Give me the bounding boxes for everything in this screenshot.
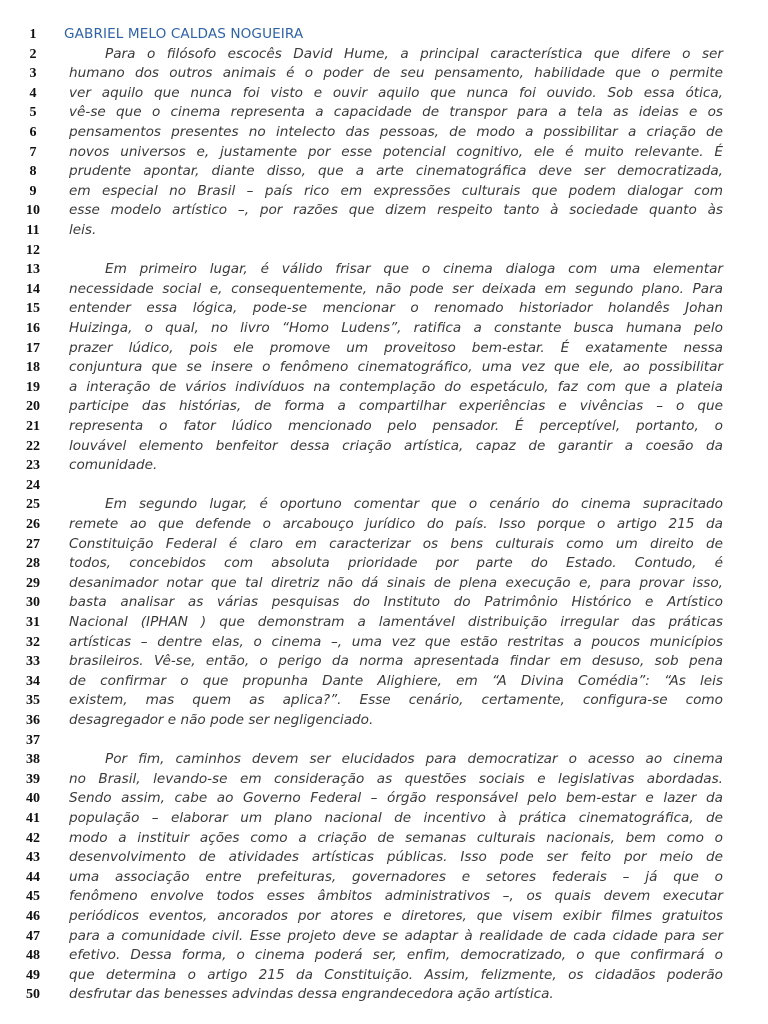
essay-line [0, 848, 768, 868]
line-number: 45 [26, 889, 40, 905]
essay-line [0, 339, 768, 359]
line-number: 34 [26, 673, 40, 689]
line-number: 29 [26, 575, 40, 591]
essay-line-text: população – elaborar um plano nacional de incentivo à prática cinematográfica, de [69, 810, 723, 826]
line-number: 26 [26, 517, 40, 532]
essay-line [0, 770, 768, 790]
essay-line-text: remete ao que defende o arcabouço jurídico do país. Isso porque o artigo 215 da [69, 516, 723, 532]
essay-line-text: basta analisar as várias pesquisas do Instituto do Patrimônio Histórico e Artístico [69, 594, 723, 611]
line-number: 15 [26, 301, 40, 317]
line-number: 32 [26, 634, 40, 650]
essay-line-text: existem, mas quem as aplica?”. Esse cenário, certamente, configura-se como [69, 692, 723, 709]
paragraph-first-line: Por fim, caminhos devem ser elucidados para democratizar o acesso ao cinema [105, 751, 723, 768]
line-number: 25 [26, 497, 40, 513]
line-number: 13 [26, 262, 40, 278]
essay-line [0, 574, 768, 594]
essay-line [0, 495, 768, 515]
essay-line [0, 299, 768, 319]
line-number: 43 [26, 850, 40, 866]
essay-line-text: esse modelo artístico –, por razões que dizem respeito tanto à sociedade quanto às [69, 202, 723, 219]
essay-line-text: necessidade social e, consequentemente, não pode ser deixada em segundo plano. Para [69, 280, 723, 297]
essay-line [0, 985, 768, 1005]
essay-line [0, 907, 768, 927]
essay-line [0, 966, 768, 986]
essay-line-text: de confirmar o que propunha Dante Alighiere, em “A Divina Comédia”: “As leis [69, 672, 723, 689]
essay-line-text: desanimador notar que tal diretriz não dá sinais de plena execução e, para provar isso, [69, 574, 723, 591]
essay-line [0, 691, 768, 711]
line-number: 35 [26, 693, 40, 709]
essay-line-text: novos universos e, justamente por esse potencial cognitivo, ele é muito relevante. É [69, 143, 723, 160]
essay-line-text: Huizinga, o qual, no livro “Homo Ludens”, ratifica a constante busca humana pelo [69, 320, 723, 336]
essay-line [0, 515, 768, 535]
line-number: 47 [26, 928, 40, 944]
essay-line-text: modo a instituir ações como a criação de semanas culturais nacionais, bem como o [69, 829, 723, 846]
essay-line [0, 162, 768, 182]
line-number: 11 [26, 223, 40, 238]
essay-line [0, 358, 768, 378]
essay-line [0, 809, 768, 829]
essay-line-text: artísticas – dentre elas, o cinema –, uma vez que estão restritas a poucos municípios [69, 633, 723, 650]
paragraph-first-line: Em primeiro lugar, é válido frisar que o cinema dialoga com uma elementar [105, 261, 723, 278]
essay-line-text: periódicos eventos, ancorados por atores e diretores, que visem exibir filmes gratuitos [69, 908, 723, 924]
essay-line [0, 535, 768, 555]
essay-line [0, 25, 768, 45]
paragraph-last-line: desagregador e não pode ser negligenciado. [69, 712, 374, 728]
line-number: 22 [26, 438, 40, 454]
line-number: 37 [26, 732, 40, 748]
essay-line [0, 45, 768, 65]
essay-line [0, 633, 768, 653]
essay-line-text: fenômeno envolve todos esses âmbitos administrativos –, os quais devem executar [69, 888, 723, 905]
line-number: 2 [29, 46, 37, 62]
line-number: 17 [26, 340, 40, 356]
essay-line [0, 437, 768, 457]
essay-line-text: uma associação entre prefeituras, governadores e setores federais – já que o [69, 868, 723, 885]
essay-line [0, 750, 768, 770]
line-number: 9 [29, 183, 37, 199]
line-number: 19 [26, 379, 40, 395]
essay-line-text: todos, concebidos com absoluta prioridade por parte do Estado. Contudo, é [69, 555, 723, 572]
line-number: 49 [26, 967, 40, 983]
essay-line [0, 868, 768, 888]
line-number: 10 [26, 203, 40, 219]
essay-line [0, 84, 768, 104]
essay-line [0, 64, 768, 84]
essay-line-text: brasileiros. Vê-se, então, o perigo da norma apresentada findar em desuso, sob pena [69, 653, 723, 670]
essay-line-text: Constituição Federal é claro em caracterizar os bens culturais como um direito de [69, 535, 723, 552]
line-number: 4 [29, 85, 37, 101]
essay-line-text: humano dos outros animais é o poder de seu pensamento, habilidade que o permite [69, 65, 723, 82]
line-number: 39 [26, 771, 40, 787]
line-number: 27 [26, 536, 40, 552]
line-number: 16 [26, 321, 40, 336]
essay-line [0, 397, 768, 417]
essay-line-text: vê-se que o cinema representa a capacidade de transpor para a tela as ideias e os [69, 104, 723, 121]
line-number: 23 [26, 458, 40, 474]
essay-line [0, 711, 768, 731]
essay-line [0, 241, 768, 261]
line-number: 21 [26, 419, 40, 434]
essay-line [0, 554, 768, 574]
essay-line-text: em especial no Brasil – país rico em expressões culturais que podem dialogar com [69, 182, 723, 199]
essay-line [0, 789, 768, 809]
essay-line-text: Nacional (IPHAN ) que demonstram a lamentável distribuição irregular das práticas [69, 614, 723, 630]
essay-line-text: que determina o artigo 215 da Constituição. Assim, felizmente, os cidadãos poderão [69, 966, 723, 983]
line-number: 24 [26, 477, 40, 493]
line-number: 30 [26, 595, 40, 611]
line-number: 44 [26, 869, 40, 885]
line-number: 36 [26, 713, 40, 728]
essay-line-text: ver aquilo que nunca foi visto e ouvir aquilo que nunca foi ouvido. Sob essa ótica, [69, 84, 723, 101]
essay-line [0, 887, 768, 907]
essay-line-text: louvável elemento benfeitor dessa criação artística, capaz de garantir a coesão da [69, 437, 723, 454]
line-number: 18 [26, 360, 40, 376]
essay-line [0, 221, 768, 241]
paragraph-last-line: leis. [69, 222, 97, 238]
essay-line [0, 143, 768, 163]
essay-line-text: desenvolvimento de atividades artísticas públicas. Isso pode ser feito por meio de [69, 849, 723, 866]
line-number: 20 [26, 399, 40, 415]
essay-line-text: pensamentos presentes no intelecto das pessoas, de modo a possibilitar a criação de [69, 124, 723, 140]
essay-line [0, 593, 768, 613]
line-number: 48 [26, 948, 40, 964]
line-number: 31 [26, 615, 40, 630]
line-number: 14 [26, 281, 40, 297]
essay-line [0, 476, 768, 496]
essay-line [0, 946, 768, 966]
line-number: 5 [29, 105, 37, 121]
essay-line [0, 456, 768, 476]
paragraph-first-line: Em segundo lugar, é oportuno comentar que o cenário do cinema supracitado [105, 496, 723, 513]
line-number: 8 [29, 164, 37, 180]
essay-line [0, 927, 768, 947]
essay-line [0, 201, 768, 221]
essay-line-text: representa o fator lúdico mencionado pelo pensador. É perceptível, portanto, o [69, 418, 723, 434]
line-number: 7 [29, 144, 37, 160]
line-number: 42 [26, 830, 40, 846]
paragraph-last-line: comunidade. [69, 457, 158, 474]
essay-line-text: prudente apontar, diante disso, que a arte cinematográfica deve ser democratizada, [69, 163, 723, 180]
line-number: 41 [26, 811, 40, 826]
essay-line [0, 260, 768, 280]
line-number: 28 [26, 556, 40, 572]
essay-line [0, 103, 768, 123]
essay-line-text: no Brasil, levando-se em consideração as questões sociais e legislativas abordadas. [69, 770, 723, 787]
essay-line [0, 417, 768, 437]
paragraph-first-line: Para o filósofo escocês David Hume, a principal característica que difere o ser [105, 45, 723, 62]
essay-line [0, 652, 768, 672]
line-number: 3 [29, 66, 37, 82]
essay-line-text: conjuntura que se insere o fenômeno cinematográfico, uma vez que ele, ao possibilitar [69, 359, 723, 376]
line-number: 1 [29, 27, 37, 42]
essay-line-text: a interação de vários indivíduos na contemplação do espetáculo, faz com que a plateia [69, 378, 723, 395]
line-number: 38 [26, 752, 40, 768]
line-number: 33 [26, 654, 40, 670]
paragraph-last-line: desfrutar das benesses advindas dessa engrandecedora ação artística. [69, 986, 554, 1003]
essay-line [0, 613, 768, 633]
line-number: 40 [26, 791, 40, 807]
essay-line [0, 123, 768, 143]
line-number: 46 [26, 909, 40, 924]
essay-line-text: participe das histórias, de forma a compartilhar experiências e vivências – o que [69, 398, 723, 415]
essay-line [0, 280, 768, 300]
line-number: 6 [29, 125, 37, 140]
essay-line [0, 319, 768, 339]
essay-line [0, 378, 768, 398]
essay-line [0, 672, 768, 692]
essay-line-text: Sendo assim, cabe ao Governo Federal – órgão responsável pelo bem-estar e lazer da [69, 790, 723, 807]
essay-line [0, 731, 768, 751]
essay-line-text: efetivo. Dessa forma, o cinema poderá ser, enfim, democratizado, o que confirmará o [69, 947, 723, 964]
essay-line-text: para a comunidade civil. Esse projeto deve se adaptar à realidade de cada cidade para ser [69, 927, 723, 944]
line-number: 12 [26, 242, 40, 258]
essay-line [0, 182, 768, 202]
essay-line [0, 829, 768, 849]
author-name: GABRIEL MELO CALDAS NOGUEIRA [64, 26, 304, 42]
essay-line-text: entender essa lógica, pode-se mencionar o renomado historiador holandês Johan [69, 300, 723, 317]
essay-line-text: prazer lúdico, pois ele promove um proveitoso bem-estar. É exatamente nessa [69, 339, 723, 356]
line-number: 50 [26, 987, 40, 1003]
